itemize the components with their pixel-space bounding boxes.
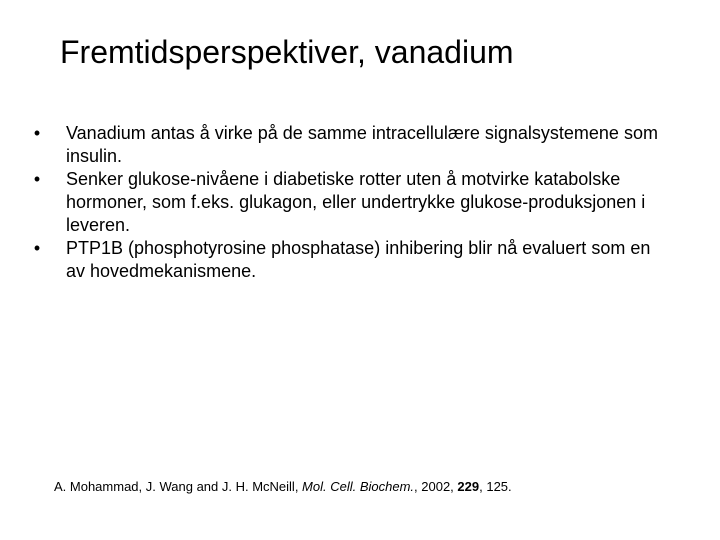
citation-reference xyxy=(54,479,512,495)
bullet-item xyxy=(30,122,670,168)
bullet-list xyxy=(30,122,670,283)
bullet-marker: • xyxy=(33,123,41,143)
citation-volume: 229 xyxy=(457,479,480,494)
bullet-marker: • xyxy=(33,169,41,189)
bullet-marker: • xyxy=(33,238,41,258)
bullet-item xyxy=(30,237,670,283)
bullet-text: Vanadium antas å virke på de samme intracellulære signalsystemene som insulin. xyxy=(66,123,658,166)
slide-title: Fremtidsperspektiver, vanadium xyxy=(60,34,514,70)
bullet-text: Senker glukose-nivåene i diabetiske rotter uten å motvirke katabolske hormoner, som f.eks. glukagon, eller undertrykke glukose-produksjonen i leveren. xyxy=(66,169,646,235)
citation-year: , 2002, xyxy=(414,479,458,494)
citation-pages: , 125. xyxy=(479,479,512,494)
citation-journal: Mol. Cell. Biochem. xyxy=(302,479,415,494)
citation-authors: A. Mohammad, J. Wang and J. H. McNeill, xyxy=(54,479,303,494)
bullet-item xyxy=(30,168,670,237)
bullet-text: PTP1B (phosphotyrosine phosphatase) inhibering blir nå evaluert som en av hovedmekanismene. xyxy=(66,238,651,281)
